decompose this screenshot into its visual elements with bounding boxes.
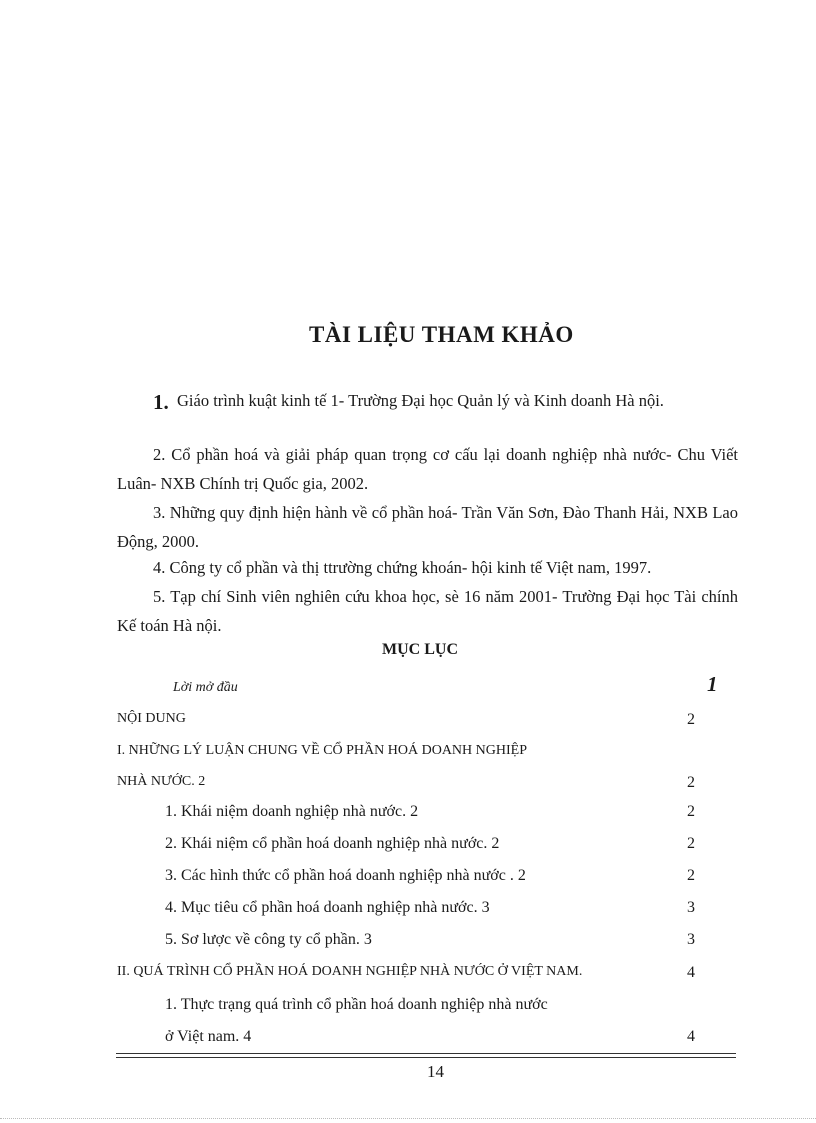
toc-entry-page: 4 — [687, 1028, 695, 1045]
toc-entry-page: 3 — [687, 899, 695, 916]
reference-item-4 — [117, 553, 738, 582]
toc-entry-label: Lời mở đầu — [173, 680, 238, 695]
toc-entry-label: II. QUÁ TRÌNH CỔ PHẦN HOÁ DOANH NGHIỆP NHÀ NƯỚC Ở VIỆT NAM. — [117, 964, 583, 979]
toc-entry-label: ở Việt nam. 4 — [165, 1028, 252, 1045]
reference-text: 5. Tạp chí Sinh viên nghiên cứu khoa học, sè 16 năm 2001- Trường Đại học Tài chính Kế toán Hà nội. — [117, 587, 738, 635]
reference-item-5 — [117, 582, 738, 640]
toc-entry-label: I. NHỮNG LÝ LUẬN CHUNG VỀ CỔ PHẦN HOÁ DOANH NGHIỆP — [117, 743, 527, 758]
footer-rule-bottom — [116, 1057, 736, 1058]
toc-entry-page: 4 — [687, 964, 695, 981]
toc-entry-label: 1. Thực trạng quá trình cổ phần hoá doanh nghiệp nhà nước — [165, 996, 548, 1013]
reference-text: 2. Cổ phần hoá và giải pháp quan trọng cơ cấu lại doanh nghiệp nhà nước- Chu Viết Luân- NXB Chính trị Quốc gia, 2002. — [117, 445, 738, 493]
reference-text: 3. Những quy định hiện hành về cổ phần hoá- Trần Văn Sơn, Đào Thanh Hải, NXB Lao Động, 2000. — [117, 503, 738, 551]
footer-rule-top — [116, 1053, 736, 1054]
toc-entry-page: 1 — [707, 672, 718, 696]
toc-entry-page: 2 — [687, 835, 695, 852]
reference-item-3 — [117, 498, 738, 556]
toc-entry-page: 2 — [687, 774, 695, 791]
toc-entry-label: NHÀ NƯỚC. 2 — [117, 774, 206, 789]
toc-heading: MỤC LỤC — [382, 641, 458, 658]
toc-entry-label: 2. Khái niệm cổ phần hoá doanh nghiệp nhà nước. 2 — [165, 835, 500, 852]
reference-item-2 — [117, 440, 738, 498]
toc-entry-label: NỘI DUNG — [117, 711, 186, 726]
page-boundary — [0, 1118, 816, 1119]
reference-text: 4. Công ty cổ phần và thị ttrường chứng khoán- hội kinh tế Việt nam, 1997. — [153, 558, 652, 577]
toc-entry-label: 3. Các hình thức cổ phần hoá doanh nghiệp nhà nước . 2 — [165, 867, 526, 884]
reference-item-1 — [117, 386, 738, 415]
toc-entry-page: 3 — [687, 931, 695, 948]
toc-entry-page: 2 — [687, 867, 695, 884]
toc-entry-page: 2 — [687, 803, 695, 820]
toc-entry-label: 5. Sơ lược về công ty cổ phần. 3 — [165, 931, 372, 948]
document-page: TÀI LIỆU THAM KHẢO 1. Giáo trình kuật kinh tế 1- Trường Đại học Quản lý và Kinh doanh Hà nội. 2. Cổ phần hoá và giải pháp quan trọng cơ cấu lại doanh nghiệp nhà nước- Chu Viết Luân- NXB Chính trị Quốc gia, 2002. 3. Những quy định hiện hành về cổ phần hoá- Trần Văn Sơn, Đào Thanh Hải, NXB Lao Động, 2000. 4. Công ty cổ phần và thị ttrường chứng khoán- hội kinh tế Việt nam, 1997. 5. Tạp chí Sinh viên nghiên cứu khoa học, sè 16 năm 2001- Trường Đại học Tài chính Kế toán Hà nội. MỤC LỤC Lời mở đầu 1 NỘI DUNG 2 I. NHỮNG LÝ LUẬN CHUNG VỀ CỔ PHẦN HOÁ DOANH NGHIỆP NHÀ NƯỚC. 2 2 1. Khái niệm doanh nghiệp nhà nước. 2 2 2. Khái niệm cổ phần hoá doanh nghiệp nhà nước. 2 2 3. Các hình thức cổ phần hoá doanh nghiệp nhà nước . 2 2 4. Mục tiêu cổ phần hoá doanh nghiệp nhà nước. 3 3 5. Sơ lược về công ty cổ phần. 3 3 II. QUÁ TRÌNH CỔ PHẦN HOÁ DOANH NGHIỆP NHÀ NƯỚC Ở VIỆT NAM. 4 1. Thực trạng quá trình cổ phần hoá doanh nghiệp nhà nước ở Việt nam. 4 4 14 — [0, 0, 816, 1123]
toc-entry-page: 2 — [687, 711, 695, 728]
toc-entry-label: 4. Mục tiêu cổ phần hoá doanh nghiệp nhà nước. 3 — [165, 899, 490, 916]
reference-text: Giáo trình kuật kinh tế 1- Trường Đại học Quản lý và Kinh doanh Hà nội. — [177, 391, 664, 410]
toc-entry-label: 1. Khái niệm doanh nghiệp nhà nước. 2 — [165, 803, 419, 820]
reference-number: 1. — [153, 390, 169, 414]
